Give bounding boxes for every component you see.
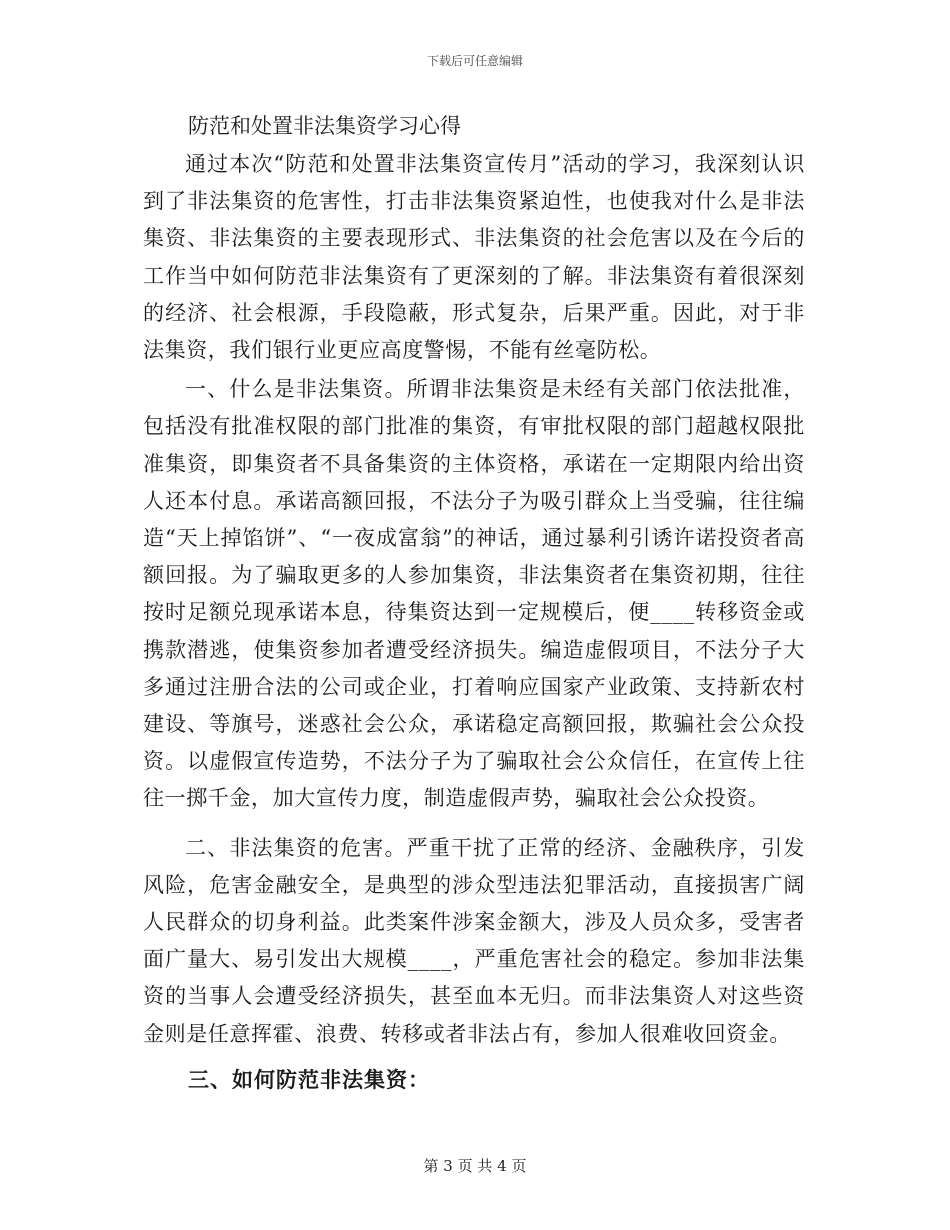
document-body: [143, 108, 805, 1098]
document-title: 防范和处置非法集资学习心得: [188, 114, 461, 138]
paragraph-section-1: 一、什么是非法集资。所谓非法集资是未经有关部门依法批准，包括没有批准权限的部门批准的集资，有审批权限的部门超越权限批准集资，即集资者不具备集资的主体资格，承诺在一定期限内给出资人还本付息。承诺高额回报，不法分子为吸引群众上当受骗，往往编造“天上掉馅饼”、“一夜成富翁”的神话，通过暴利引诱许诺投资者高额回报。为了骗取更多的人参加集资，非法集资者在集资初期，往往按时足额兑现承诺本息，待集资达到一定规模后，便____转移资金或携款潜逃，使集资参加者遭受经济损失。编造虚假项目，不法分子大多通过注册合法的公司或企业，打着响应国家产业政策、支持新农村建设、等旗号，迷惑社会公众，承诺稳定高额回报，欺骗社会公众投资。以虚假宣传造势，不法分子为了骗取社会公众信任，在宣传上往往一掷千金，加大宣传力度，制造虚假声势，骗取社会公众投资。: [143, 377, 805, 811]
paragraph-intro: 通过本次“防范和处置非法集资宣传月”活动的学习，我深刻认识到了非法集资的危害性，打击非法集资紧迫性，也使我对什么是非法集资、非法集资的主要表现形式、非法集资的社会危害以及在今后的工作当中如何防范非法集资有了更深刻的了解。非法集资有着很深刻的经济、社会根源，手段隐蔽，形式复杂，后果严重。因此，对于非法集资，我们银行业更应高度警惕，不能有丝毫防松。: [143, 152, 805, 363]
section-3-heading: 三、如何防范非法集资：: [188, 1066, 430, 1092]
page-footer: 第 3 页 共 4 页: [423, 1157, 527, 1175]
paragraph-section-2: 二、非法集资的危害。严重干扰了正常的经济、金融秩序，引发风险，危害金融安全，是典型的涉众型违法犯罪活动，直接损害广阔人民群众的切身利益。此类案件涉案金额大，涉及人员众多，受害者面广量大、易引发出大规模____，严重危害社会的稳定。参加非法集资的当事人会遭受经济损失，甚至血本无归。而非法集资人对这些资金则是任意挥霍、浪费、转移或者非法占有，参加人很难收回资金。: [143, 835, 805, 1046]
header-note: 下载后可任意编辑: [426, 54, 523, 68]
